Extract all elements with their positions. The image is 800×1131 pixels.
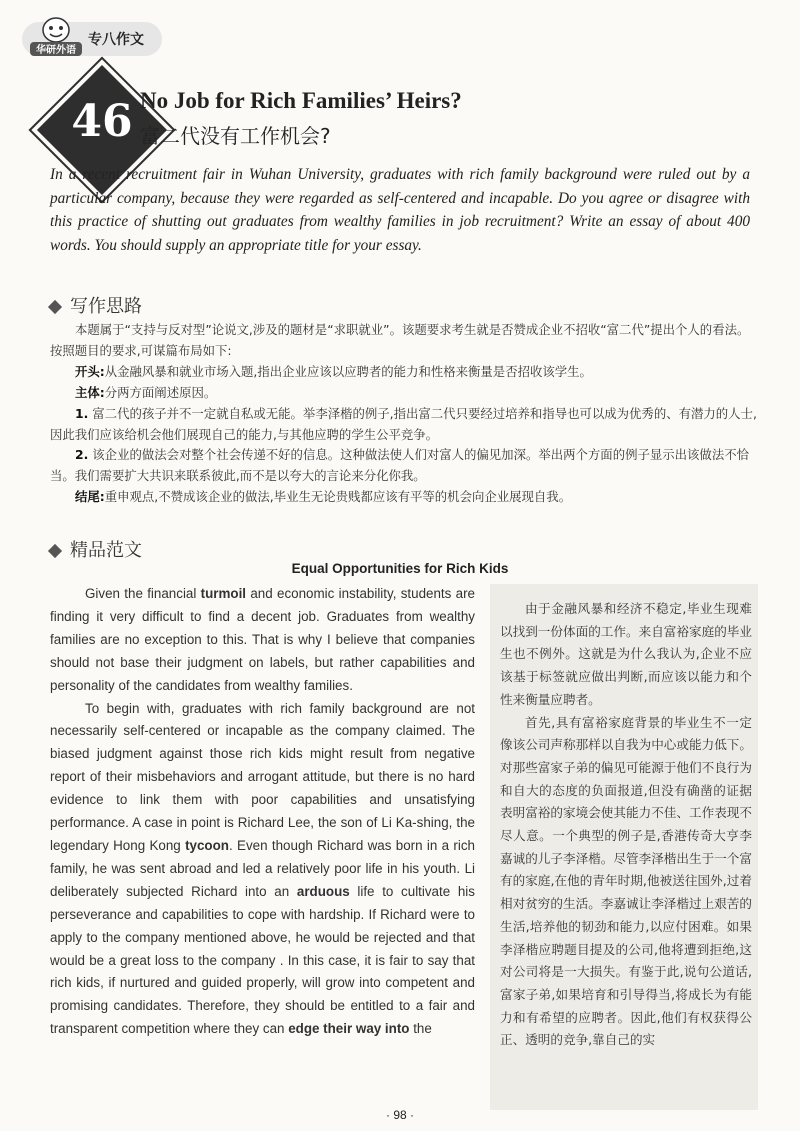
outline-point-1: 1. 富二代的孩子并不一定就自私或无能。举李泽楷的例子,指出富二代只要经过培养和指导也可以成为优秀的、有潜力的人士,因此我们应该给机会他们展现自己的能力,与其他应聘的学生公平竞争。 (50, 405, 757, 442)
outline-body: 主体:分两方面阐述原因。 (75, 384, 217, 400)
essay-number: 46 (71, 96, 133, 147)
series-label: 专八作文 (88, 32, 144, 48)
title-english: No Job for Rich Families’ Heirs? (140, 88, 462, 113)
section-writing-ideas (50, 292, 142, 318)
publisher-logo (26, 16, 86, 58)
title-chinese: 富二代没有工作机会? (140, 124, 331, 148)
translation-paragraph-2: 首先,具有富裕家庭背景的毕业生不一定像该公司声称那样以自我为中心或能力低下。对那些富家子弟的偏见可能源于他们不良行为和自大的态度的负面报道,但没有确凿的证据表明富裕的家境会使其能力不佳、工作表现不尽人意。一个典型的例子是,香港传奇大亨李嘉诚的儿子李泽楷。尽管李泽楷出生于一个富有的家庭,在他的青年时期,他被送往国外,过着相对贫穷的生活。李嘉诚让李泽楷过上艰苦的生活,培养他的韧劲和能力,以应付困难。如果李泽楷应聘题目提及的公司,他将遭到拒绝,这对公司将是一大损失。有鉴于此,说句公道话,富家子弟,如果培育和引导得当,将成长为有能力和有希望的应聘者。因此,他们有权获得公正、透明的竞争,靠自己的实 (500, 714, 752, 1048)
writing-outline (50, 320, 760, 508)
diamond-bullet-icon (48, 300, 62, 314)
outline-ending: 结尾:重申观点,不赞成该企业的做法,毕业生无论贵贱都应该有平等的机会向企业展现自我。 (75, 489, 572, 505)
essay-paragraph-2: To begin with, graduates with rich family background are not necessarily self-centered or incapable as the company claimed. The biased judgment against those rich kids might result from negative report of their misbehaviors and arrogant attitude, but there is no hard evidence to link them with poor capabilities and unsatisfying performance. A case in point is Richard Lee, the son of Li Ka-shing, the legendary Hong Kong tycoon. Even though Richard was born in a rich family, he was sent abroad and led a relatively poor life in his youth. Li deliberately subjected Richard into an arduous life to cultivate his perseverance and capabilities to cope with hardship. If Richard were to apply to the company mentioned above, he would be rejected and that would be a great loss to the company . In this case, it is fair to say that rich kids, if nurtured and guided properly, will grow into competent and promising candidates. Therefore, they should be entitled to a fair and transparent competition where they can edge their way into the (50, 700, 475, 1037)
essay-chinese-translation (500, 598, 752, 1052)
section-title: 写作思路 (70, 296, 142, 317)
logo-text: 华研外语 (36, 45, 76, 56)
page-number: · 98 · (385, 1108, 414, 1122)
essay-prompt: In a recent recruitment fair in Wuhan University, graduates with rich family background were ruled out by a particular company, because they were regarded as self-centered and incapable. Do you agree or disagree with this practice of shutting out graduates from wealthy families in job recruitment? Write an essay of about 400 words. You should supply an appropriate title for your essay. (50, 166, 750, 254)
outline-intro: 本题属于“支持与反对型”论说文,涉及的题材是“求职就业”。该题要求考生就是否赞成企业不招收“富二代”提出个人的看法。按照题目的要求,可谋篇布局如下: (50, 322, 750, 358)
essay-paragraph-1: Given the financial turmoil and economic instability, students are finding it very difficult to find a decent job. Graduates from wealthy families are no exception to this. That is why I believe that companies should not base their judgment on labels, but rather capabilities and personality of the candidates from wealthy families. (50, 586, 476, 693)
diamond-bullet-icon (48, 544, 62, 558)
section-model-essay (50, 536, 142, 562)
section-title: 精品范文 (70, 540, 142, 561)
outline-opening: 开头:从金融风暴和就业市场入题,指出企业应该以应聘者的能力和性格来衡量是否招收该学生。 (75, 363, 592, 379)
outline-point-2: 2. 该企业的做法会对整个社会传递不好的信息。这种做法使人们对富人的偏见加深。举出两个方面的例子显示出该做法不恰当。我们需要扩大共识来联系彼此,而不是以夸大的言论来分化你我。 (50, 447, 749, 484)
essay-english (50, 583, 475, 1041)
translation-paragraph-1: 由于金融风暴和经济不稳定,毕业生现难以找到一份体面的工作。来自富裕家庭的毕业生也不例外。这就是为什么我认为,企业不应该基于标签就应做出判断,而应该以能力和个性来衡量应聘者。 (500, 601, 752, 707)
essay-title: Equal Opportunities for Rich Kids (291, 561, 509, 576)
